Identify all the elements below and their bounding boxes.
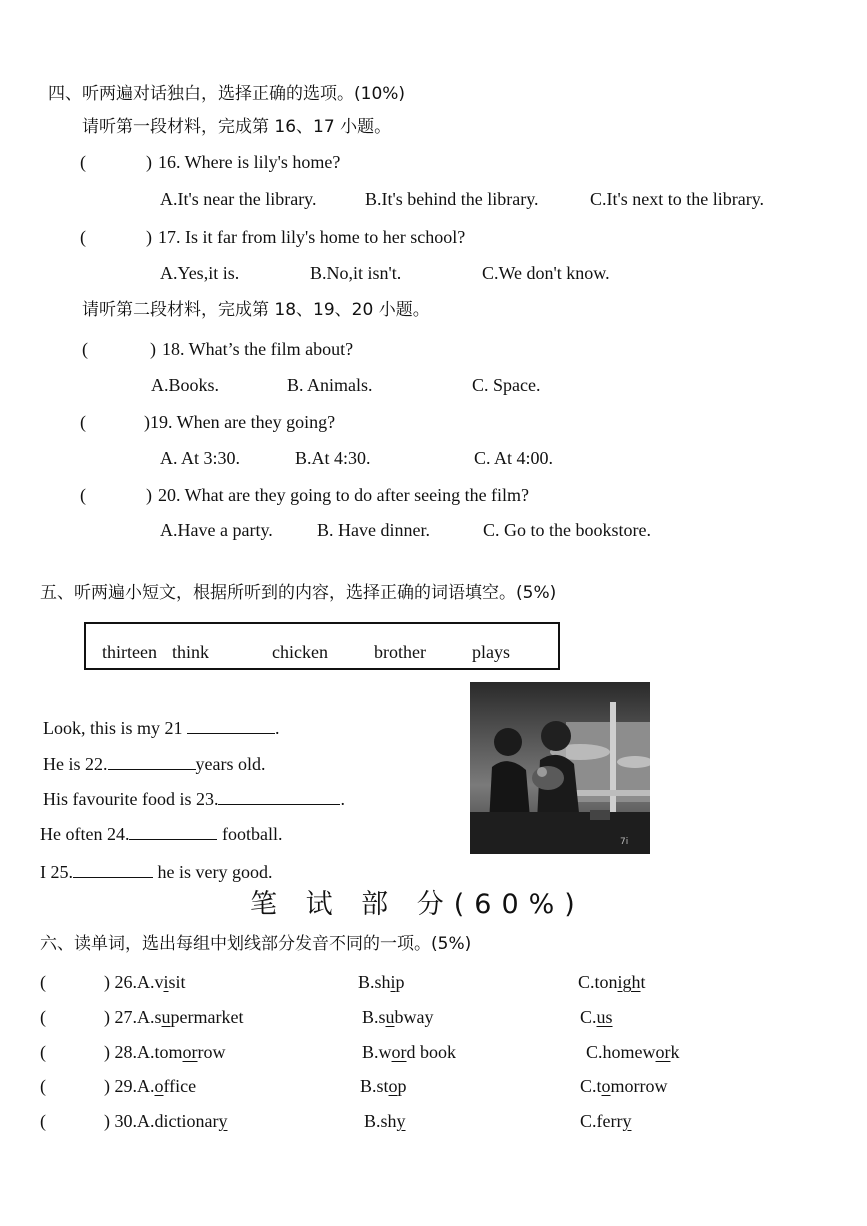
row-30-c-pre: C.ferr — [580, 1111, 623, 1131]
answer-paren-20[interactable]: ( — [80, 485, 86, 505]
question-19: 19. When are they going? — [150, 412, 336, 432]
row-29-option-a — [104, 1075, 196, 1097]
row-29-a-post: ffice — [163, 1076, 197, 1096]
row-29-c-underline: o — [601, 1076, 611, 1096]
question-17: 17. Is it far from lily's home to her school? — [158, 227, 466, 247]
row-28-c-post: k — [670, 1042, 680, 1062]
word-bank-item: chicken — [272, 642, 328, 662]
q20-option-b: B. Have dinner. — [317, 520, 430, 540]
word-bank-item: plays — [472, 642, 510, 662]
row-29-a-underline: o — [154, 1076, 164, 1096]
row-30-option-b — [364, 1110, 406, 1132]
written-test-heading: 笔 试 部 分(60%) — [250, 889, 585, 920]
row-27-option-b — [362, 1006, 434, 1028]
answer-paren-30[interactable]: ( — [40, 1111, 46, 1131]
row-29-b-post: p — [397, 1076, 407, 1096]
row-26-b-post: p — [395, 972, 405, 992]
row-28-c-underline: or — [655, 1042, 671, 1062]
row-30-option-c — [580, 1110, 631, 1132]
children-at-window-photo — [470, 682, 650, 854]
row-27-a-underline: u — [161, 1007, 171, 1027]
blank-24[interactable] — [129, 824, 217, 840]
row-28-a-post: row — [197, 1042, 226, 1062]
row-26-b-underline: i — [390, 972, 396, 992]
answer-paren-28[interactable]: ( — [40, 1042, 46, 1062]
q17-option-a: A.Yes,it is. — [160, 263, 240, 283]
answer-paren-close-20: ) — [146, 485, 152, 505]
fill-line-21-post: . — [275, 718, 280, 738]
row-28-option-b — [362, 1041, 456, 1063]
row-28-a-pre: A.tom — [137, 1042, 183, 1062]
row-30-c-underline: y — [622, 1111, 632, 1131]
row-26-a-post: sit — [168, 972, 186, 992]
row-30-a-pre: A.dictionar — [137, 1111, 219, 1131]
word-bank-item: think — [172, 642, 210, 662]
row-28-number: ) 28. — [104, 1042, 137, 1062]
row-28-b-post: d book — [406, 1042, 457, 1062]
q19-option-a: A. At 3:30. — [160, 448, 241, 468]
q20-option-c: C. Go to the bookstore. — [483, 520, 651, 540]
row-26-number: ) 26. — [104, 972, 137, 992]
row-27-b-post: bway — [394, 1007, 434, 1027]
fill-line-22-post: years old. — [195, 754, 266, 774]
answer-paren-close-19: ) — [144, 412, 150, 432]
row-26-a-pre: A.v — [137, 972, 164, 992]
svg-text:7i: 7i — [620, 837, 629, 847]
row-27-a-pre: A.s — [137, 1007, 162, 1027]
fill-line-22-text: He is 22. — [43, 754, 108, 774]
q19-option-c: C. At 4:00. — [474, 448, 554, 468]
question-16: 16. Where is lily's home? — [158, 152, 341, 172]
row-26-b-pre: B.sh — [358, 972, 391, 992]
q18-option-b: B. Animals. — [287, 375, 373, 395]
fill-line-23-post: . — [340, 789, 345, 809]
answer-paren-27[interactable]: ( — [40, 1007, 46, 1027]
fill-line-22 — [43, 753, 265, 775]
q16-option-a: A.It's near the library. — [160, 189, 317, 209]
row-27-option-a — [104, 1006, 243, 1028]
fill-line-23-text: His favourite food is 23. — [43, 789, 219, 809]
word-bank-box — [84, 622, 560, 670]
row-26-option-a — [104, 971, 186, 993]
row-28-option-a — [104, 1041, 226, 1063]
q18-option-c: C. Space. — [472, 375, 541, 395]
row-29-c-pre: C.t — [580, 1076, 602, 1096]
blank-25[interactable] — [73, 862, 153, 878]
word-bank-item: brother — [374, 642, 426, 662]
row-28-c-pre: C.homew — [586, 1042, 656, 1062]
row-26-c-post: t — [640, 972, 646, 992]
q20-option-a: A.Have a party. — [160, 520, 273, 540]
section4-subtitle-1: 请听第一段材料，完成第 16、17 小题。 — [82, 117, 392, 137]
section4-subtitle-2: 请听第二段材料，完成第 18、19、20 小题。 — [82, 300, 430, 320]
row-29-option-b — [360, 1075, 407, 1097]
blank-22[interactable] — [108, 754, 196, 770]
section6-title: 六、读单词，选出每组中划线部分发音不同的一项。(5%) — [40, 934, 472, 954]
row-29-c-post: morrow — [610, 1076, 668, 1096]
row-26-a-underline: i — [163, 972, 169, 992]
row-28-a-underline: or — [182, 1042, 198, 1062]
row-30-option-a — [104, 1110, 227, 1132]
row-28-option-c — [586, 1041, 680, 1063]
answer-paren-close-16: ) — [146, 152, 152, 172]
row-27-c-pre: C. — [580, 1007, 597, 1027]
fill-line-24-text: He often 24. — [40, 824, 130, 844]
row-27-b-pre: B.s — [362, 1007, 386, 1027]
row-26-c-pre: C.ton — [578, 972, 618, 992]
blank-23[interactable] — [218, 789, 340, 805]
section5-title: 五、听两遍小短文，根据所听到的内容，选择正确的词语填空。(5%) — [40, 583, 557, 603]
row-26-c-underline: igh — [617, 972, 641, 992]
q17-option-c: C.We don't know. — [482, 263, 610, 283]
row-27-b-underline: u — [385, 1007, 395, 1027]
blank-21[interactable] — [187, 718, 275, 734]
question-18: 18. What’s the film about? — [162, 339, 354, 359]
answer-paren-26[interactable]: ( — [40, 972, 46, 992]
q17-option-b: B.No,it isn't. — [310, 263, 402, 283]
answer-paren-17[interactable]: ( — [80, 227, 86, 247]
question-20: 20. What are they going to do after seeing the film? — [158, 485, 530, 505]
answer-paren-29[interactable]: ( — [40, 1076, 46, 1096]
fill-line-25 — [40, 861, 272, 883]
row-27-option-c — [580, 1006, 613, 1028]
row-29-number: ) 29. — [104, 1076, 137, 1096]
fill-line-25-text: I 25. — [40, 862, 73, 882]
answer-paren-16[interactable]: ( — [80, 152, 86, 172]
section4-title: 四、听两遍对话独白，选择正确的选项。(10%) — [48, 84, 406, 104]
row-29-b-pre: B.st — [360, 1076, 389, 1096]
row-30-b-underline: y — [396, 1111, 406, 1131]
row-27-a-post: permarket — [170, 1007, 244, 1027]
row-29-option-c — [580, 1075, 668, 1097]
row-30-b-pre: B.sh — [364, 1111, 397, 1131]
photo-illustration — [470, 682, 650, 854]
fill-line-24-post: football. — [217, 824, 283, 844]
row-29-a-pre: A. — [137, 1076, 155, 1096]
answer-paren-close-18: ) — [150, 339, 156, 359]
answer-paren-18[interactable]: ( — [82, 339, 88, 359]
answer-paren-19[interactable]: ( — [80, 412, 86, 432]
q16-option-c: C.It's next to the library. — [590, 189, 765, 209]
q18-option-a: A.Books. — [151, 375, 220, 395]
fill-line-25-post: he is very good. — [153, 862, 273, 882]
row-30-a-underline: y — [218, 1111, 228, 1131]
row-27-number: ) 27. — [104, 1007, 137, 1027]
fill-line-21 — [43, 717, 280, 739]
word-bank-item: thirteen — [102, 642, 157, 662]
row-26-option-c — [578, 971, 646, 993]
fill-line-24 — [40, 823, 282, 845]
row-28-b-underline: or — [391, 1042, 407, 1062]
fill-line-23 — [43, 788, 345, 810]
row-26-option-b — [358, 971, 405, 993]
row-29-b-underline: o — [388, 1076, 398, 1096]
row-28-b-pre: B.w — [362, 1042, 392, 1062]
row-27-c-underline: us — [596, 1007, 613, 1027]
q16-option-b: B.It's behind the library. — [365, 189, 539, 209]
fill-line-21-text: Look, this is my 21 — [43, 718, 183, 738]
answer-paren-close-17: ) — [146, 227, 152, 247]
q19-option-b: B.At 4:30. — [295, 448, 371, 468]
row-30-number: ) 30. — [104, 1111, 137, 1131]
